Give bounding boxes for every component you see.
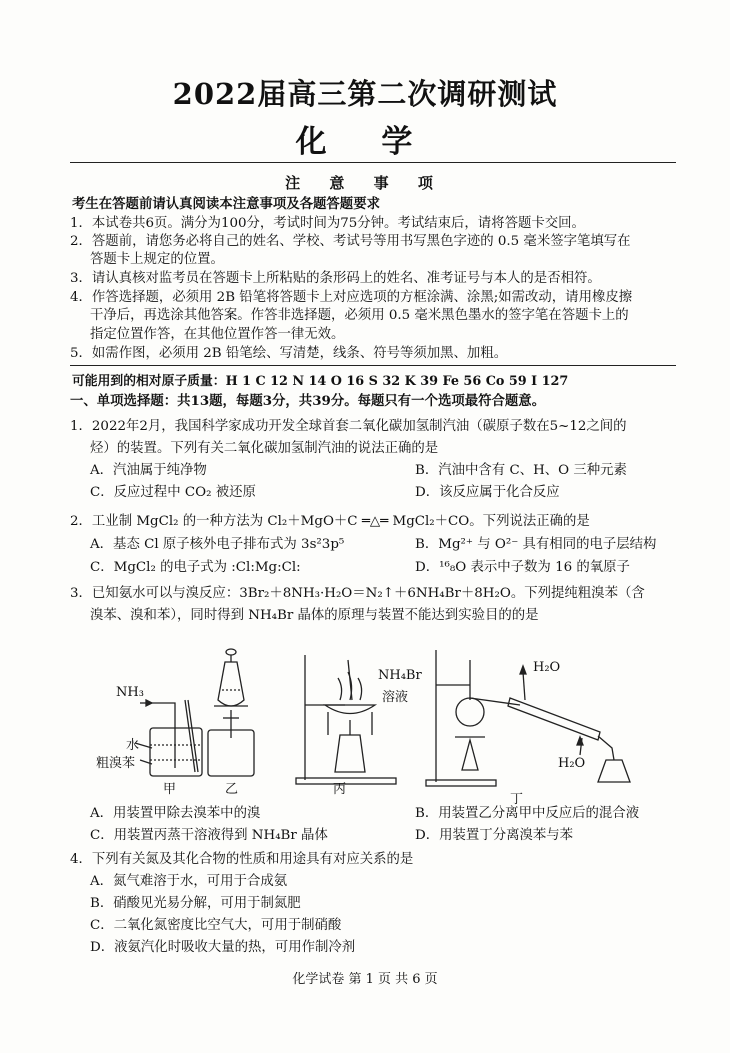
evaporating-dish	[325, 705, 375, 714]
label-yi: 乙	[225, 782, 239, 797]
label-solution: 溶液	[382, 690, 409, 705]
label-h2o-in: H₂O	[558, 756, 586, 771]
q2-option-a: A．基态 Cl 原子核外电子排布式为 3s²3p⁵	[90, 537, 345, 552]
q4-option-d: D．液氨汽化时吸收大量的热，可用作制冷剂	[90, 940, 356, 955]
label-bing: 丙	[333, 782, 347, 797]
q1-option-c: C．反应过程中 CO₂ 被还原	[90, 485, 256, 500]
q2-option-d: D．¹⁶₈O 表示中子数为 16 的氧原子	[415, 560, 630, 575]
q1-option-d: D．该反应属于化合反应	[415, 485, 560, 500]
label-crude-bromobenzene: 粗溴苯	[96, 756, 136, 771]
q4-option-b: B．硝酸见光易分解，可用于制氮肥	[90, 896, 301, 911]
question-3-stem: 3．已知氨水可以与溴反应：3Br₂＋8NH₃·H₂O＝N₂↑＋6NH₄Br＋8H₂O。下列提纯粗溴苯（含	[70, 586, 645, 601]
question-1-stem: 烃）的装置。下列有关二氧化碳加氢制汽油的说法正确的是	[90, 441, 439, 456]
notice-title: 注 意 事 项	[285, 174, 445, 192]
notice-item: 2．答题前，请您务必将自己的姓名、学校、考试号等用书写黑色字迹的 0.5 毫米签字笔填写在	[70, 234, 631, 249]
atomic-masses: 可能用到的相对原子质量：H 1 C 12 N 14 O 16 S 32 K 39 Fe 56 Co 59 I 127	[72, 374, 569, 389]
label-water: 水	[126, 738, 140, 753]
notice-item: 答题卡上规定的位置。	[90, 252, 224, 267]
notice-item: 4．作答选择题，必须用 2B 铅笔将答题卡上对应选项的方框涂满、涂黑;如需改动，请用橡皮擦	[70, 290, 633, 305]
q4-option-c: C．二氧化氮密度比空气大，可用于制硝酸	[90, 918, 342, 933]
label-nh4br: NH₄Br	[378, 668, 422, 683]
q1-option-b: B．汽油中含有 C、H、O 三种元素	[415, 463, 627, 478]
condenser	[508, 698, 600, 740]
q3-option-b: B．用装置乙分离甲中反应后的混合液	[415, 806, 640, 821]
label-ding: 丁	[510, 792, 524, 807]
label-jia: 甲	[163, 782, 177, 797]
q2-option-c: C．MgCl₂ 的电子式为 :Cl:Mg:Cl:	[90, 560, 301, 575]
label-nh3: NH₃	[116, 685, 144, 700]
alcohol-burner	[335, 735, 365, 772]
distilling-flask	[456, 698, 484, 726]
section-heading: 一、单项选择题：共13题，每题3分，共39分。每题只有一个选项最符合题意。	[70, 393, 546, 409]
question-2-stem: 2．工业制 MgCl₂ 的一种方法为 Cl₂＋MgO＋C ═△═ MgCl₂＋CO。下列说法正确的是	[70, 514, 590, 529]
notice-heading: 考生在答题前请认真阅读本注意事项及各题答题要求	[72, 196, 380, 212]
gas-tube	[148, 703, 175, 768]
question-3-stem: 溴苯、溴和苯），同时得到 NH₄Br 晶体的原理与装置不能达到实验目的的是	[90, 608, 539, 623]
conical-flask	[598, 760, 630, 782]
label-h2o-out: H₂O	[533, 660, 561, 675]
notice-item: 3．请认真核对监考员在答题卡上所粘贴的条形码上的姓名、准考证号与本人的是否相符。	[70, 271, 601, 286]
question-1-stem: 1．2022年2月，我国科学家成功开发全球首套二氧化碳加氢制汽油（碳原子数在5~12之间的	[70, 419, 627, 434]
exam-title: 2022届高三第二次调研测试	[172, 77, 558, 111]
notice-item: 指定位置作答，在其他位置作答一律无效。	[90, 327, 345, 342]
notice-item: 干净后，再选涂其他答案。作答非选择题，必须用 0.5 毫米黑色墨水的签字笔在答题卡上的	[90, 308, 629, 323]
subject-title: 化 学	[295, 124, 435, 160]
separatory-funnel	[218, 662, 244, 706]
q4-option-a: A．氮气难溶于水，可用于合成氨	[90, 874, 288, 889]
page-footer: 化学试卷 第 1 页 共 6 页	[292, 972, 438, 987]
question-4-stem: 4．下列有关氮及其化合物的性质和用途具有对应关系的是	[70, 852, 414, 867]
notice-item: 1．本试卷共6页。满分为100分，考试时间为75分钟。考试结束后，请将答题卡交回。	[70, 216, 585, 231]
q3-option-d: D．用装置丁分离溴苯与苯	[415, 828, 574, 843]
q3-option-a: A．用装置甲除去溴苯中的溴	[90, 806, 261, 821]
q2-option-b: B．Mg²⁺ 与 O²⁻ 具有相同的电子层结构	[415, 537, 657, 552]
q1-option-a: A．汽油属于纯净物	[90, 463, 207, 478]
q3-option-c: C．用装置丙蒸干溶液得到 NH₄Br 晶体	[90, 828, 328, 843]
notice-item: 5．如需作图，必须用 2B 铅笔绘、写清楚，线条、符号等须加黑、加粗。	[70, 346, 508, 361]
